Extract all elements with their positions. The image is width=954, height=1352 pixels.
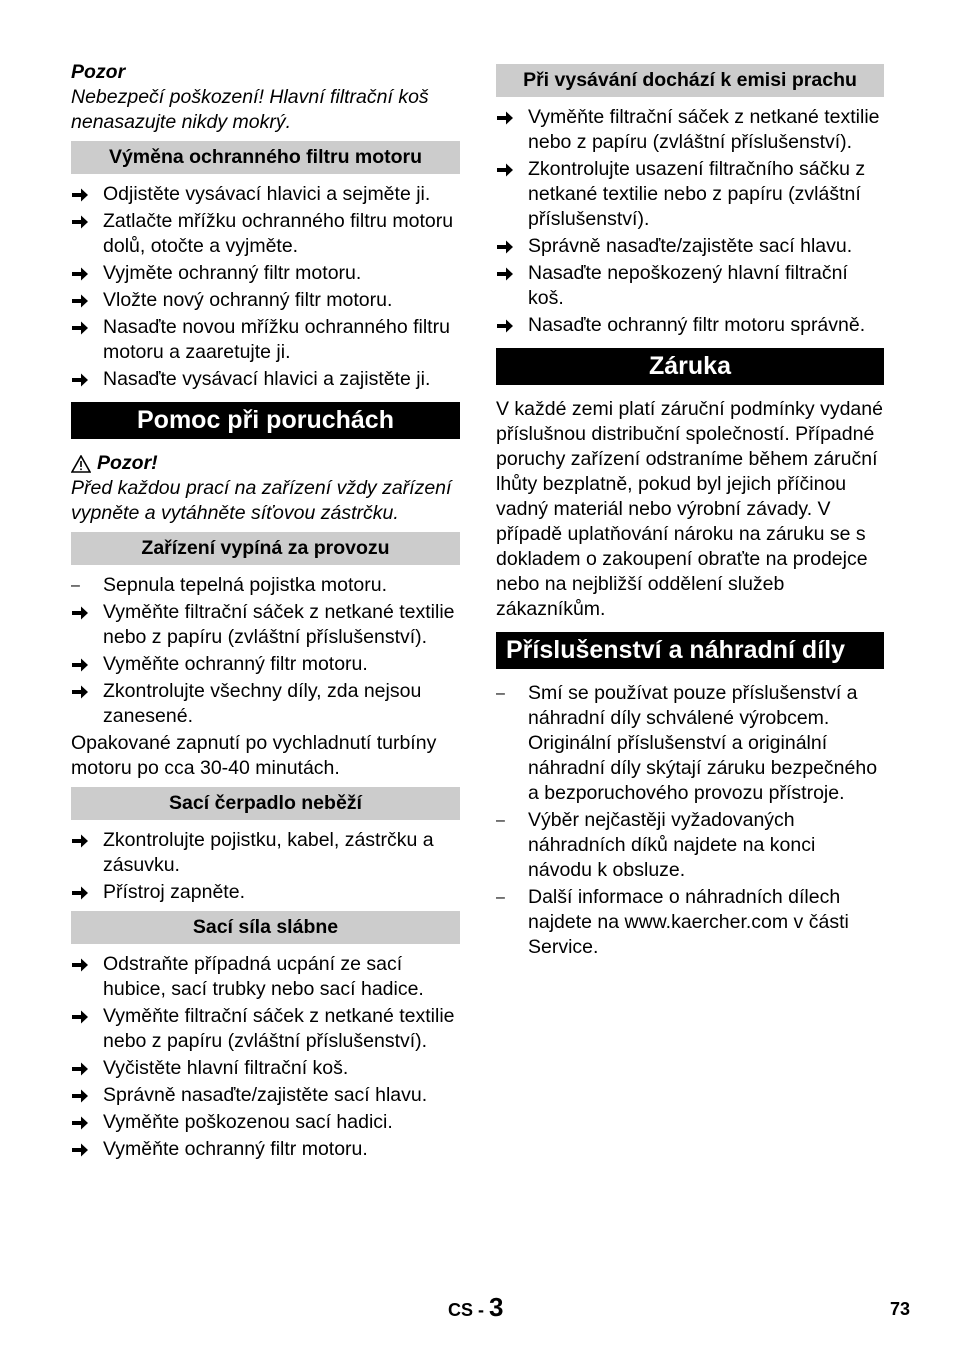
language-code: CS [448,1300,474,1320]
arrow-right-icon [71,1137,97,1158]
arrow-right-icon [71,952,97,973]
dash-icon: – [496,812,505,829]
list-item-text: Vyměňte filtrační sáček z netkané textilie nebo z papíru (zvláštní příslušenství). [103,1005,455,1052]
section-heading-suction: Sací síla slábne [71,911,460,944]
arrow-right-icon [71,880,97,901]
dash-icon: – [496,685,505,702]
list-item-text: Vyměňte ochranný filtr motoru. [103,653,368,675]
page-number: 73 [890,1299,911,1319]
right-column [496,64,884,962]
page-section-label: CS - 3 [448,1292,504,1322]
list-item-text: Výběr nejčastěji vyžadovaných náhradních díků najdete na konci návodu k obsluze. [528,809,816,881]
list-item: – Sepnula tepelná pojistka motoru. [71,574,388,596]
arrow-right-icon [71,679,97,700]
list-item-text: Zkontrolujte pojistku, kabel, zástrčku a zásuvku. [103,829,434,876]
arrow-right-icon [71,828,97,849]
list-item [71,600,460,650]
list-item-text: Smí se používat pouze příslušenství a náhradní díly schválené výrobcem. Originální příslušenství a originální náhradní díly skýtají záruku bezpečného a bezporuchového provozu přístroje. [528,682,878,804]
arrow-right-icon [71,315,97,336]
list-item-text: Další informace o náhradních dílech najdete na www.kaercher.com v části Service. [528,886,849,958]
left-column [71,60,460,1164]
arrow-right-icon [71,261,97,282]
list-item-text: Vyměňte filtrační sáček z netkané textilie nebo z papíru (zvláštní příslušenství). [103,601,455,648]
arrow-right-icon [71,288,97,309]
list-item [71,652,460,677]
shutdown-steps [71,600,460,729]
list-item [71,182,460,207]
chapter-heading-warranty: Záruka [496,348,884,385]
list-item-text: Vložte nový ochranný filtr motoru. [103,289,393,311]
list-item-text: Správně nasaďte/zajistěte sací hlavu. [103,1084,428,1106]
list-item [496,681,884,806]
list-item [71,1083,460,1108]
list-item [71,828,460,878]
list-item-text: Vyjměte ochranný filtr motoru. [103,262,362,284]
shutdown-dash-list [71,573,460,598]
arrow-right-icon [71,182,97,203]
list-item-text: Zatlačte mřížku ochranného filtru motoru dolů, otočte a vyjměte. [103,210,454,257]
list-item-text: Správně nasaďte/zajistěte sací hlavu. [528,235,853,257]
list-item [71,880,460,905]
list-item-text: Vyměňte filtrační sáček z netkané textilie nebo z papíru (zvláštní příslušenství). [528,106,880,153]
dash-icon: – [496,889,505,906]
list-item [496,261,884,311]
list-item [71,209,460,259]
list-item-text: Vyčistěte hlavní filtrační koš. [103,1057,349,1079]
list-item-text: Odjistěte vysávací hlavici a sejměte ji. [103,183,431,205]
arrow-right-icon [496,234,522,255]
list-item [71,1004,460,1054]
arrow-right-icon [71,1004,97,1025]
list-item-text: Nasaďte nepoškozený hlavní filtrační koš. [528,262,848,309]
list-item [496,157,884,232]
chapter-heading-accessories: Příslušenství a náhradní díly [496,632,884,669]
list-item [71,1137,460,1162]
shutdown-note: Opakované zapnutí po vychladnutí turbíny motoru po cca 30-40 minutách. [71,732,437,779]
dash-icon: – [71,577,80,594]
caution-text: Nebezpečí poškození! Hlavní filtrační koš nenasazujte nikdy mokrý. [71,86,429,133]
list-item-text: Přístroj zapněte. [103,881,245,903]
list-item [496,313,884,338]
list-item [71,288,460,313]
warranty-text: V každé zemi platí záruční podmínky vydané příslušnou distribuční společností. Případné poruchy zařízení odstraníme během záruční lhůty bezplatně, pokud byl jejich příčinou vadný materiál nebo výrobní závady. V případě uplatňování nároku na záruku se s dokladem o zakoupení obraťte na prodejce nebo na nejbližší oddělení služeb zákazníkům. [496,398,883,620]
caution-title: Pozor [71,61,126,83]
list-item-text: Vyměňte ochranný filtr motoru. [103,1138,368,1160]
section-heading-shutdown: Zařízení vypíná za provozu [71,532,460,565]
list-item [71,1056,460,1081]
suction-steps [71,952,460,1162]
arrow-right-icon [71,367,97,388]
list-item-text: Nasaďte vysávací hlavici a zajistěte ji. [103,368,431,390]
section-heading-dust: Při vysávání dochází k emisi prachu [496,64,884,97]
list-item [496,105,884,155]
list-item-text: Nasaďte novou mřížku ochranného filtru motoru a zaaretujte ji. [103,316,450,363]
arrow-right-icon [71,652,97,673]
arrow-right-icon [71,600,97,621]
list-item-text: Zkontrolujte všechny díly, zda nejsou zanesené. [103,680,422,727]
arrow-right-icon [71,1056,97,1077]
caution-header [71,451,460,476]
section-heading-pump: Sací čerpadlo neběží [71,787,460,820]
list-item-text: Odstraňte případná ucpání ze sací hubice, sací trubky nebo sací hadice. [103,953,424,1000]
warning-triangle-icon [71,455,91,473]
motor-filter-steps [71,182,460,392]
arrow-right-icon [71,1110,97,1131]
chapter-heading-troubleshooting: Pomoc při poruchách [71,402,460,439]
caution-title: Pozor! [97,452,158,474]
arrow-right-icon [496,157,522,178]
list-item [71,261,460,286]
list-item [71,1110,460,1135]
section-number: 3 [489,1292,504,1322]
list-item [71,367,460,392]
arrow-right-icon [496,105,522,126]
list-item [496,234,884,259]
list-item-text: Vyměňte poškozenou sací hadici. [103,1111,393,1133]
arrow-right-icon [496,313,522,334]
list-item-text: Nasaďte ochranný filtr motoru správně. [528,314,866,336]
list-item-text: Zkontrolujte usazení filtračního sáčku z netkané textilie nebo z papíru (zvláštní příslušenství). [528,158,866,230]
pump-steps [71,828,460,905]
list-item [71,679,460,729]
dust-steps [496,105,884,338]
list-item [71,952,460,1002]
section-heading-motor-filter: Výměna ochranného filtru motoru [71,141,460,174]
arrow-right-icon [496,261,522,282]
arrow-right-icon [71,1083,97,1104]
caution-text: Před každou prací na zařízení vždy zařízení vypněte a vytáhněte síťovou zástrčku. [71,477,452,524]
list-item [71,315,460,365]
list-item [496,808,884,883]
arrow-right-icon [71,209,97,230]
list-item [496,885,884,960]
accessories-list [496,681,884,960]
